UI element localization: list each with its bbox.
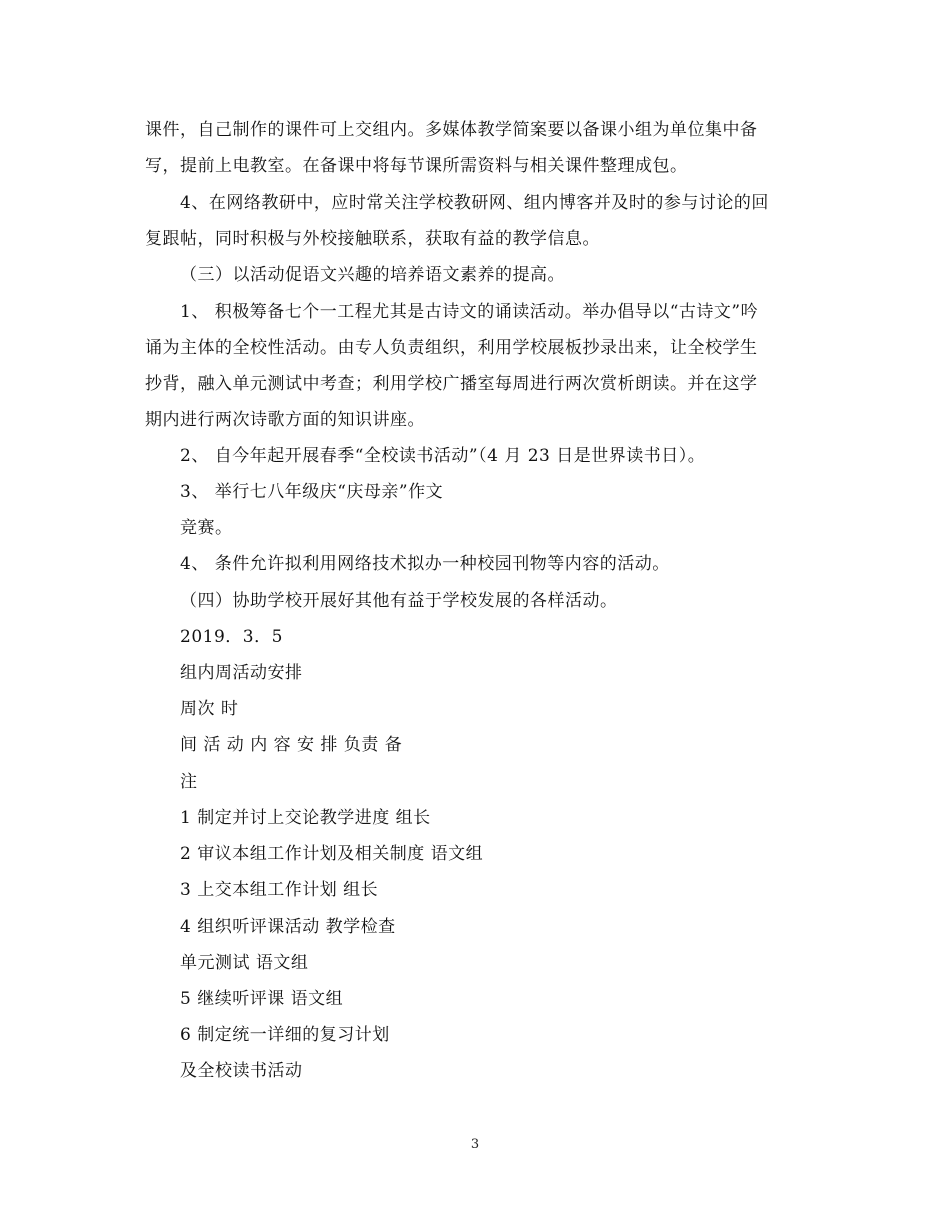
table-row: 2 审议本组工作计划及相关制度 语文组 <box>180 844 484 864</box>
table-row: 3 上交本组工作计划 组长 <box>180 880 379 900</box>
date-line: 2019．3．5 <box>180 627 283 647</box>
table-row: 及全校读书活动 <box>180 1061 303 1081</box>
text-line: 复跟帖，同时积极与外校接触联系，获取有益的教学信息。 <box>145 229 600 249</box>
text-line: 写，提前上电教室。在备课中将每节课所需资料与相关课件整理成包。 <box>145 156 688 176</box>
table-row: 4 组织听评课活动 教学检查 <box>180 917 396 937</box>
section-heading: （三）以活动促语文兴趣的培养语文素养的提高。 <box>180 265 565 285</box>
text-line: 诵为主体的全校性活动。由专人负责组织，利用学校展板抄录出来，让全校学生 <box>145 338 758 358</box>
table-row: 单元测试 语文组 <box>180 953 309 973</box>
text-line: 4、在网络教研中，应时常关注学校教研网、组内博客并及时的参与讨论的回 <box>180 193 769 213</box>
page-number: 3 <box>470 1137 480 1152</box>
text-line: 期内进行两次诗歌方面的知识讲座。 <box>145 410 425 430</box>
text-line: 课件，自己制作的课件可上交组内。多媒体教学简案要以备课小组为单位集中备 <box>145 120 758 140</box>
text-line: 3、 举行七八年级庆“庆母亲”作文 <box>180 482 444 502</box>
text-line: 抄背，融入单元测试中考查；利用学校广播室每周进行两次赏析朗读。并在这学 <box>145 374 758 394</box>
table-header-line: 间 活 动 内 容 安 排 负责 备 <box>180 735 403 755</box>
text-line: 竞赛。 <box>180 518 233 538</box>
text-line: 1、 积极筹备七个一工程尤其是古诗文的诵读活动。举办倡导以“古诗文”吟 <box>180 302 759 322</box>
text-line: 4、 条件允许拟利用网络技术拟办一种校园刊物等内容的活动。 <box>180 554 670 574</box>
table-header-line: 注 <box>180 772 198 792</box>
table-header-line: 周次 时 <box>180 699 239 719</box>
section-heading: （四）协助学校开展好其他有益于学校发展的各样活动。 <box>180 591 618 611</box>
text-line: 2、 自今年起开展春季“全校读书活动”（4 月 23 日是世界读书日）。 <box>180 446 706 466</box>
schedule-title: 组内周活动安排 <box>180 663 303 683</box>
table-row: 1 制定并讨上交论教学进度 组长 <box>180 808 431 828</box>
table-row: 6 制定统一详细的复习计划 <box>180 1025 390 1045</box>
table-row: 5 继续听评课 语文组 <box>180 989 344 1009</box>
